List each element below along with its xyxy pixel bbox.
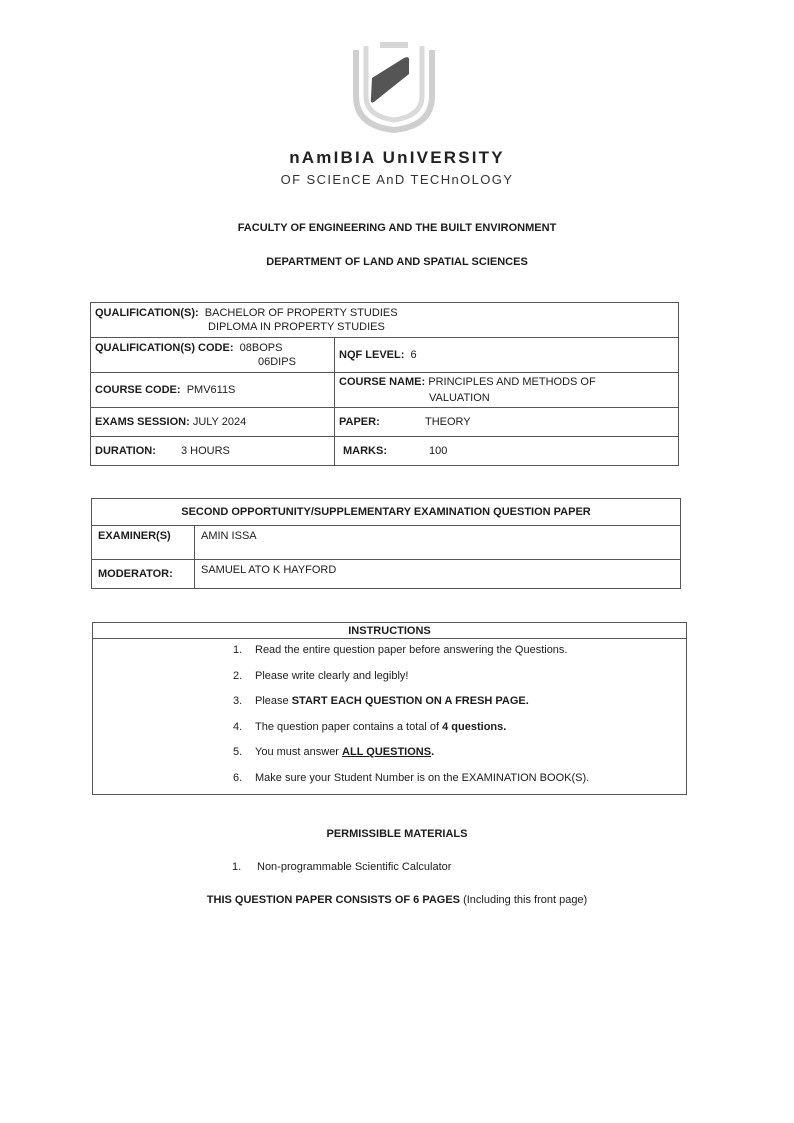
course-name-cell (335, 373, 679, 408)
qual-code-1: 08BOPS (239, 342, 283, 354)
instruction-item (233, 720, 589, 746)
university-subname: OF SCIEnCE AnD TECHnOLOGY (280, 172, 514, 187)
page-count-bold: THIS QUESTION PAPER CONSISTS OF 6 PAGES (206, 894, 461, 906)
permissible-title: PERMISSIBLE MATERIALS (326, 828, 468, 840)
faculty-title: FACULTY OF ENGINEERING AND THE BUILT ENVIRONMENT (237, 222, 557, 234)
examiner-label: EXAMINER(S) (92, 526, 195, 560)
nqf-cell (335, 338, 679, 373)
page-count-normal: (Including this front page) (460, 894, 588, 906)
instructions-title: INSTRUCTIONS (93, 623, 686, 639)
instruction-number: 2. (233, 669, 243, 682)
session-value: JULY 2024 (192, 416, 247, 428)
instruction-number: 6. (233, 771, 243, 784)
instruction-item (233, 745, 589, 771)
paper-cell (335, 408, 679, 437)
examiner-table (91, 498, 681, 589)
course-code-value: PMV611S (186, 384, 236, 396)
qualifications-cell (91, 303, 679, 338)
instruction-text: Read the entire question paper before answering the Questions. (255, 644, 568, 656)
instruction-text: Make sure your Student Number is on the EXAMINATION BOOK(S). (255, 771, 590, 784)
session-cell (91, 408, 335, 437)
instruction-emphasis: START EACH QUESTION ON A FRESH PAGE. (291, 695, 529, 707)
qual-code-label: QUALIFICATION(S) CODE: (95, 342, 234, 354)
moderator-label: MODERATOR: (92, 560, 195, 589)
paper-label: PAPER: (339, 416, 380, 428)
marks-cell (335, 437, 679, 466)
instruction-number: 3. (233, 695, 243, 707)
session-label: EXAMS SESSION: (95, 416, 190, 428)
instruction-text: You must answer (255, 746, 343, 758)
instruction-text: Please (255, 695, 292, 707)
course-name-line2: VALUATION (429, 392, 490, 404)
examiner-value: AMIN ISSA (195, 526, 681, 560)
moderator-value: SAMUEL ATO K HAYFORD (195, 560, 681, 589)
instruction-number: 4. (233, 720, 243, 733)
duration-label: DURATION: (95, 445, 156, 457)
exam-paper-title: SECOND OPPORTUNITY/SUPPLEMENTARY EXAMINATION QUESTION PAPER (92, 499, 681, 526)
duration-value: 3 HOURS (181, 445, 230, 457)
qual-code-2: 06DIPS (258, 356, 296, 368)
qual-code-cell (91, 338, 335, 373)
page-count-note (0, 894, 794, 906)
department-title: DEPARTMENT OF LAND AND SPATIAL SCIENCES (266, 256, 528, 268)
nqf-label: NQF LEVEL: (339, 349, 405, 361)
course-name-label: COURSE NAME: (339, 376, 426, 388)
course-code-label: COURSE CODE: (95, 384, 181, 396)
instruction-emphasis: 4 questions. (442, 720, 507, 733)
permissible-number: 1. (232, 861, 242, 873)
instruction-item (233, 771, 589, 797)
instruction-item (233, 643, 589, 669)
qualifications-label: QUALIFICATION(S): (95, 307, 199, 319)
course-name-line1: PRINCIPLES AND METHODS OF (428, 376, 596, 388)
instructions-box (92, 622, 687, 795)
university-name: nAmIBIA UnIVERSITY (289, 148, 505, 167)
nust-logo-icon (352, 40, 436, 134)
instruction-item (233, 694, 589, 720)
instruction-punctuation: . (431, 746, 435, 758)
qualification-1: BACHELOR OF PROPERTY STUDIES (204, 307, 398, 319)
duration-cell (91, 437, 335, 466)
paper-value: THEORY (425, 416, 471, 428)
instruction-text: Please write clearly and legibly! (255, 669, 409, 682)
marks-value: 100 (429, 445, 448, 457)
course-info-table (90, 302, 679, 466)
qualification-2: DIPLOMA IN PROPERTY STUDIES (208, 321, 385, 333)
instruction-emphasis: ALL QUESTIONS (342, 746, 432, 758)
permissible-text: Non-programmable Scientific Calculator (257, 861, 452, 873)
instruction-number: 1. (233, 644, 243, 656)
course-code-cell (91, 373, 335, 408)
marks-label: MARKS: (343, 445, 387, 457)
instructions-list (233, 643, 589, 796)
instruction-number: 5. (233, 746, 243, 758)
permissible-item (232, 861, 451, 873)
instruction-text: The question paper contains a total of (255, 720, 443, 733)
instruction-item (233, 669, 589, 695)
nqf-value: 6 (410, 349, 417, 361)
